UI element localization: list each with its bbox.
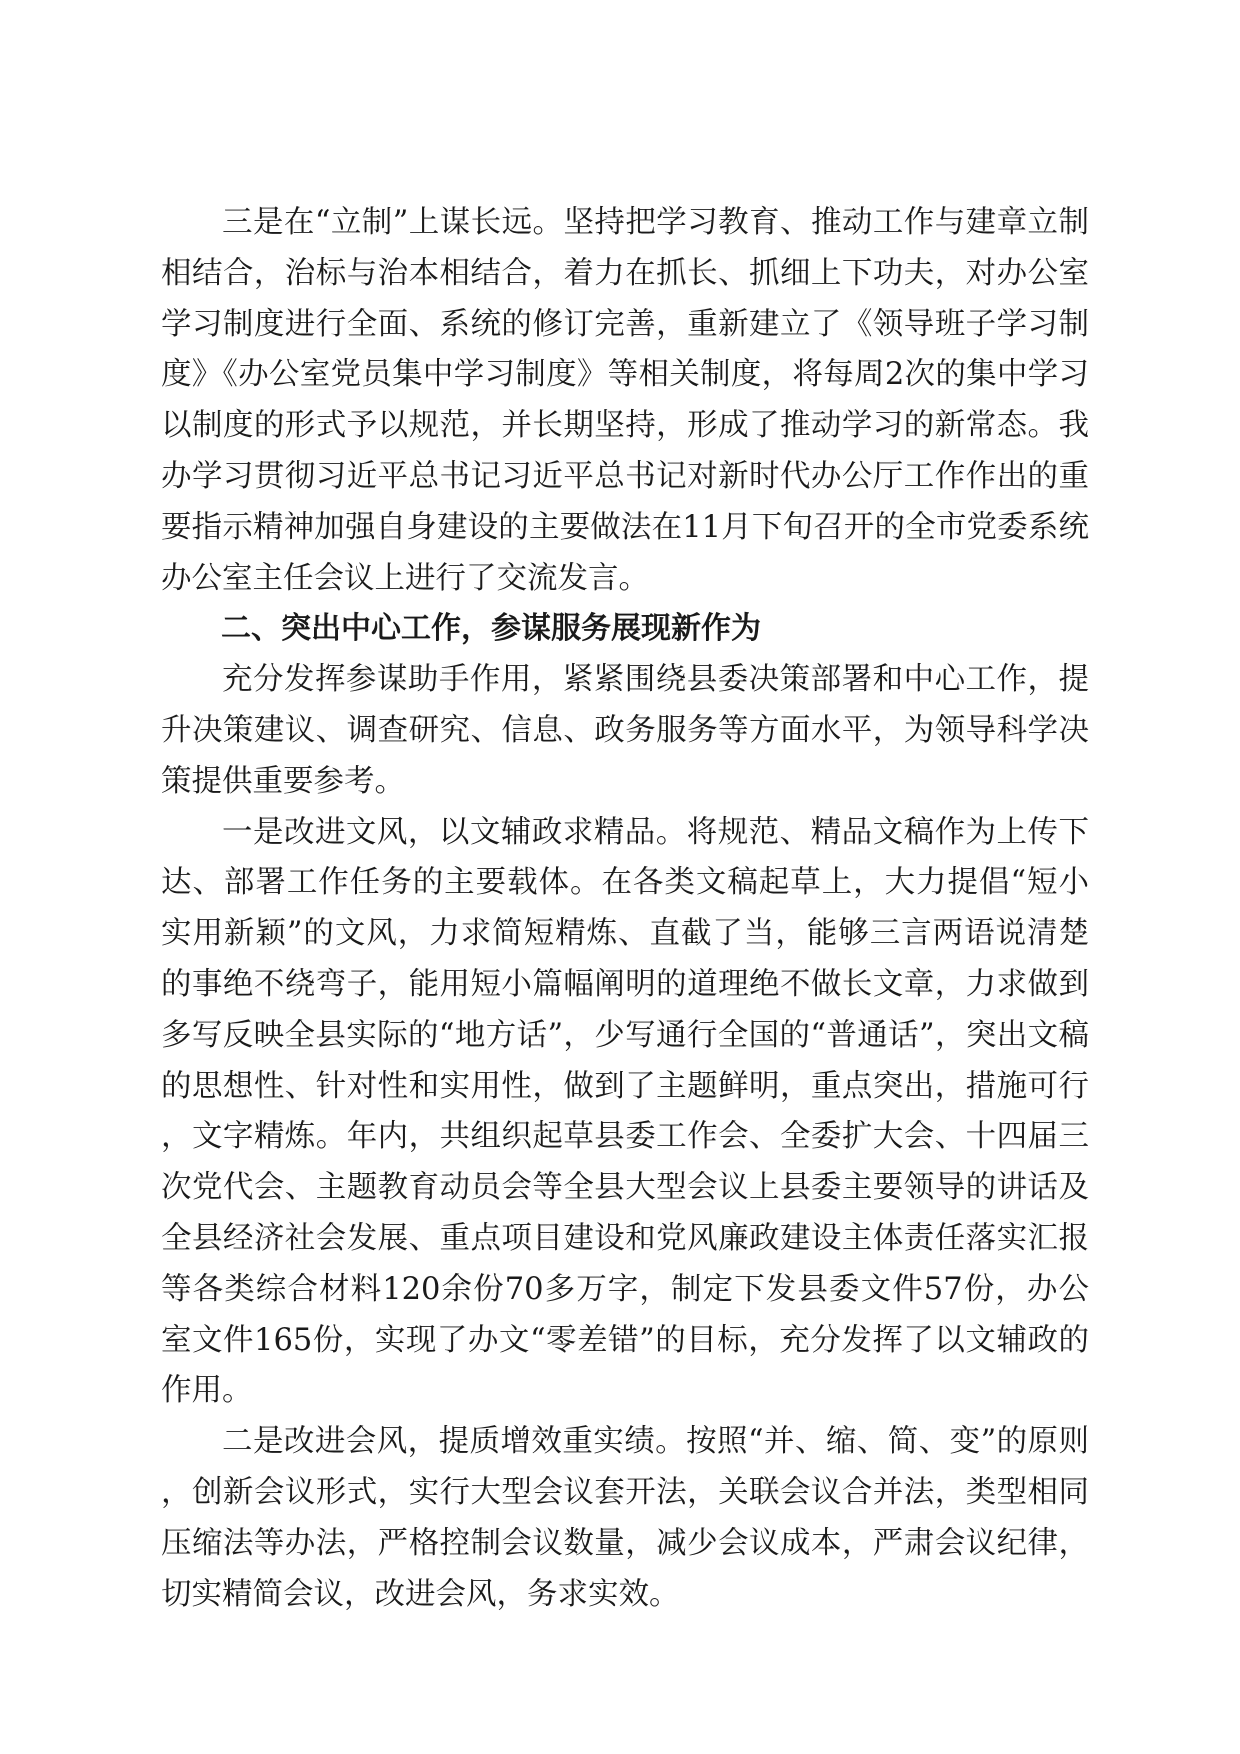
paragraph-lizhi: 三是在“立制”上谋长远。坚持把学习教育、推动工作与建章立制相结合，治标与治本相结合，着力在抓长、抓细上下功夫，对办公室学习制度进行全面、系统的修订完善，重新建立了《领导班子学习制度》《办公室党员集中学习制度》等相关制度，将每周2次的集中学习以制度的形式予以规范，并长期坚持，形成了推动学习的新常态。我办学习贯彻习近平总书记习近平总书记对新时代办公厅工作作出的重要指示精神加强自身建设的主要做法在11月下旬召开的全市党委系统办公室主任会议上进行了交流发言。 bbox=[161, 205, 1089, 596]
document-page bbox=[161, 198, 1089, 1620]
section-heading-2: 二、突出中心工作，参谋服务展现新作为 bbox=[221, 611, 761, 647]
paragraph-huifeng: 二是改进会风，提质增效重实绩。按照“并、缩、简、变”的原则，创新会议形式，实行大型会议套开法，关联会议合并法，类型相同压缩法等办法，严格控制会议数量，减少会议成本，严肃会议纪律，切实精简会议，改进会风，务求实效。 bbox=[161, 1424, 1089, 1612]
paragraph-intro: 充分发挥参谋助手作用，紧紧围绕县委决策部署和中心工作，提升决策建议、调查研究、信息、政务服务等方面水平，为领导科学决策提供重要参考。 bbox=[161, 662, 1089, 799]
paragraph-wenfeng: 一是改进文风，以文辅政求精品。将规范、精品文稿作为上传下达、部署工作任务的主要载体。在各类文稿起草上，大力提倡“短小实用新颖”的文风，力求简短精炼、直截了当，能够三言两语说清楚的事绝不绕弯子，能用短小篇幅阐明的道理绝不做长文章，力求做到多写反映全县实际的“地方话”，少写通行全国的“普通话”，突出文稿的思想性、针对性和实用性，做到了主题鲜明，重点突出，措施可行，文字精炼。年内，共组织起草县委工作会、全委扩大会、十四届三次党代会、主题教育动员会等全县大型会议上县委主要领导的讲话及全县经济社会发展、重点项目建设和党风廉政建设主体责任落实汇报等各类综合材料120余份70多万字，制定下发县委文件57份，办公室文件165份，实现了办文“零差错”的目标，充分发挥了以文辅政的作用。 bbox=[161, 814, 1089, 1409]
